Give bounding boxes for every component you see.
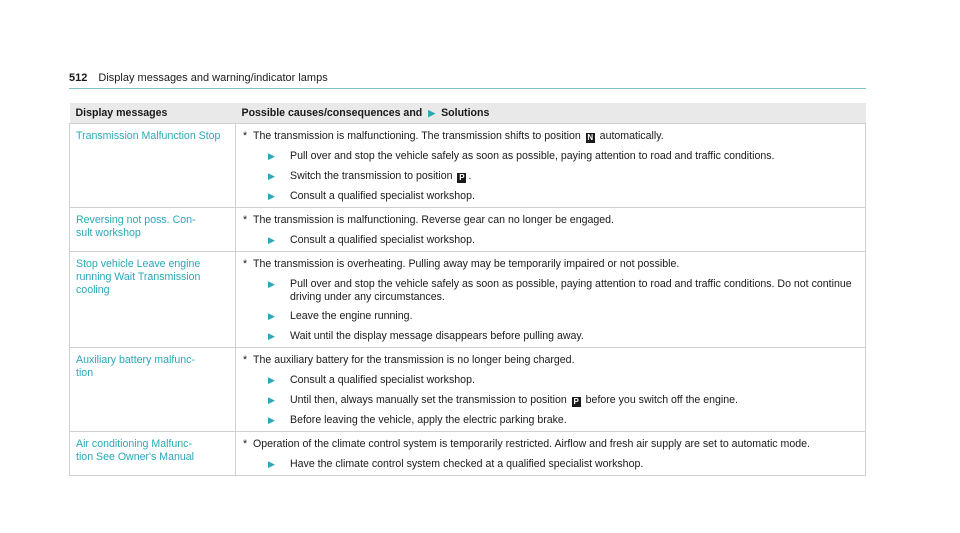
solution-text: Wait until the display message disappears before pulling away. <box>290 329 584 342</box>
solution-text: Before leaving the vehicle, apply the electric parking brake. <box>290 413 567 426</box>
column-header-causes-label: Possible causes/consequences and <box>241 106 423 119</box>
solution-text-after: . <box>468 169 472 182</box>
bullet-star: * <box>243 214 248 227</box>
play-arrow-icon: ▶ <box>268 278 275 289</box>
table-row <box>70 252 866 348</box>
cause-text: The transmission is overheating. Pulling away may be temporarily impaired or not possible. <box>253 258 680 271</box>
play-arrow-icon: ▶ <box>268 330 275 341</box>
solution-text: Until then, always manually set the transmission to position <box>290 393 567 406</box>
solution-text: Leave the engine running. <box>290 310 413 323</box>
cause <box>242 130 859 143</box>
play-arrow-icon: ▶ <box>268 170 275 181</box>
solution-step <box>242 190 859 203</box>
cause-cell <box>236 208 866 252</box>
solution-text: Have the climate control system checked at a qualified specialist workshop. <box>290 457 644 470</box>
table-row <box>70 208 866 252</box>
cause <box>242 258 859 271</box>
column-header-solutions-label: Solutions <box>441 106 490 119</box>
display-message: Reversing not poss. Con- sult workshop <box>70 208 236 252</box>
solution-step <box>242 458 859 471</box>
cause <box>242 354 859 367</box>
page-number: 512 <box>69 72 88 84</box>
display-message: Stop vehicle Leave engine running Wait Transmission cooling <box>70 252 236 348</box>
solution-text: Consult a qualified specialist workshop. <box>290 373 475 386</box>
solution-text: Consult a qualified specialist workshop. <box>290 233 475 246</box>
solution-step <box>242 414 859 427</box>
play-arrow-icon: ▶ <box>268 414 275 425</box>
solution-text: Switch the transmission to position <box>290 169 453 182</box>
gear-position-icon: P <box>573 396 579 406</box>
page-header <box>69 72 328 84</box>
solution-step <box>242 170 859 183</box>
bullet-star: * <box>243 258 248 271</box>
solution-text: Pull over and stop the vehicle safely as soon as possible, paying attention to road and traffic conditions. <box>290 150 775 162</box>
play-arrow-icon: ▶ <box>268 311 275 322</box>
table-row <box>70 432 866 476</box>
play-arrow-icon: ▶ <box>268 374 275 385</box>
solution-text-after: before you switch off the engine. <box>585 393 738 406</box>
solution-step <box>242 310 859 323</box>
column-header-display-messages: Display messages <box>70 103 236 124</box>
header-divider <box>69 88 866 89</box>
solution-step <box>242 150 859 163</box>
table-row <box>70 124 866 208</box>
play-arrow-icon: ▶ <box>428 107 436 118</box>
display-messages-table <box>69 103 866 476</box>
cause-cell <box>236 252 866 348</box>
solution-step <box>242 330 859 343</box>
cause <box>242 214 859 227</box>
cause <box>242 438 859 451</box>
cause-text: The transmission is malfunctioning. The transmission shifts to position <box>253 130 581 142</box>
solution-step <box>242 234 859 247</box>
cause-cell <box>236 432 866 476</box>
gear-position-icon: P <box>459 172 465 182</box>
play-arrow-icon: ▶ <box>268 394 275 405</box>
bullet-star: * <box>243 354 248 367</box>
cause-text: The auxiliary battery for the transmission is no longer being charged. <box>253 354 575 367</box>
table-header-row <box>70 103 866 124</box>
page-title: Display messages and warning/indicator lamps <box>98 72 328 84</box>
bullet-star: * <box>243 130 248 142</box>
play-arrow-icon: ▶ <box>268 190 275 201</box>
cause-cell <box>236 348 866 432</box>
gear-position-icon: N <box>587 133 594 142</box>
play-arrow-icon: ▶ <box>268 151 275 161</box>
table-row <box>70 348 866 432</box>
bullet-star: * <box>243 438 248 451</box>
cause-text-after: automatically. <box>599 130 664 142</box>
display-message: Auxiliary battery malfunc- tion <box>70 348 236 432</box>
display-message: Air conditioning Malfunc- tion See Owner's Manual <box>70 432 236 476</box>
solution-text: Pull over and stop the vehicle safely as soon as possible, paying attention to road and traffic conditions. Do not continue driving under any circumstances. <box>290 277 852 303</box>
cause-text: The transmission is malfunctioning. Reverse gear can no longer be engaged. <box>253 214 614 227</box>
solution-step <box>242 278 859 303</box>
solution-step <box>242 394 859 407</box>
solution-step <box>242 374 859 387</box>
column-header-causes <box>236 103 866 124</box>
cause-cell <box>236 124 866 208</box>
cause-text: Operation of the climate control system is temporarily restricted. Airflow and fresh air supply are set to automatic mode. <box>253 438 810 451</box>
play-arrow-icon: ▶ <box>268 458 275 469</box>
solution-text: Consult a qualified specialist workshop. <box>290 189 475 202</box>
display-message: Transmission Malfunction Stop <box>70 124 236 208</box>
play-arrow-icon: ▶ <box>268 234 275 245</box>
